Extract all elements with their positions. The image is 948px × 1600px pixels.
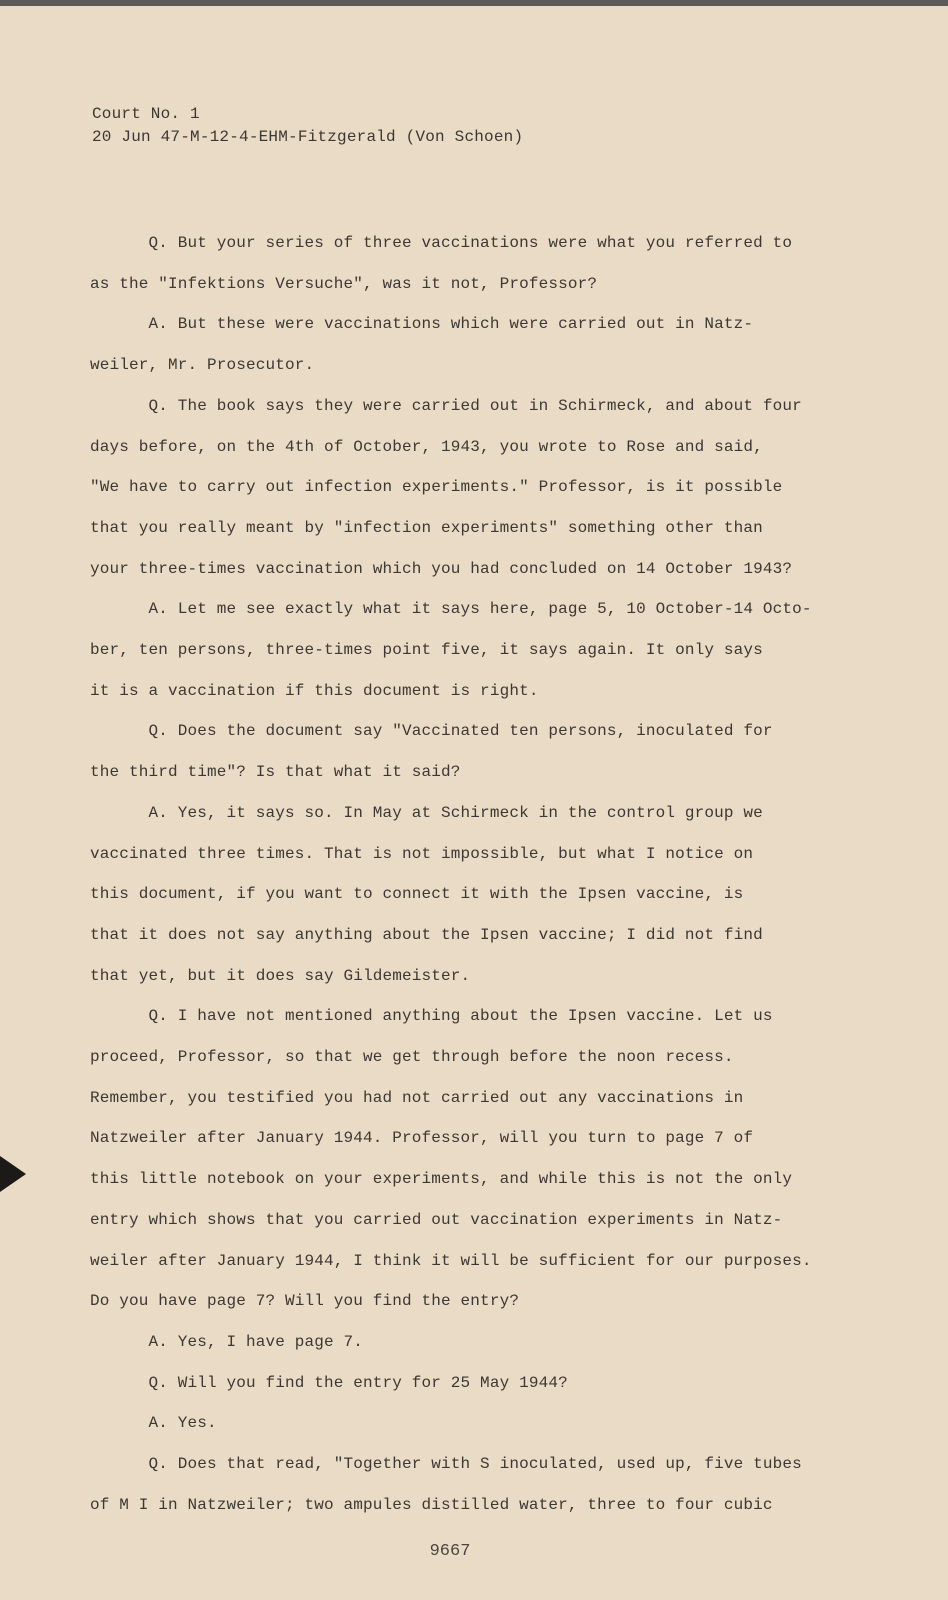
- page-number: 9667: [429, 1542, 471, 1561]
- text-line: as the "Infektions Versuche", was it not, Professor?: [90, 274, 598, 293]
- text-line: proceed, Professor, so that we get through before the noon recess.: [90, 1048, 734, 1067]
- text-line: Q. But your series of three vaccinations were what you referred to: [90, 234, 793, 252]
- text-line: Q. The book says they were carried out in Schirmeck, and about four: [90, 396, 802, 415]
- text-line: your three-times vaccination which you had concluded on 14 October 1943?: [90, 559, 793, 578]
- text-line: A. Yes, it says so. In May at Schirmeck in the control group we: [90, 803, 763, 822]
- court-line: Court No. 1: [92, 105, 200, 123]
- transcript-body: [90, 223, 850, 1526]
- text-line: days before, on the 4th of October, 1943, you wrote to Rose and said,: [90, 437, 763, 456]
- text-line: this little notebook on your experiments, and while this is not the only: [90, 1170, 793, 1189]
- binding-tab-mark: [0, 1156, 26, 1192]
- document-header: [92, 103, 523, 149]
- scan-edge: [0, 0, 948, 6]
- text-line: that yet, but it does say Gildemeister.: [90, 966, 471, 985]
- text-line: Q. Will you find the entry for 25 May 1944?: [90, 1373, 568, 1392]
- text-line: Remember, you testified you had not carried out any vaccinations in: [90, 1088, 744, 1107]
- reference-line: 20 Jun 47-M-12-4-EHM-Fitzgerald (Von Schoen): [92, 128, 524, 146]
- text-line: A. Let me see exactly what it says here, page 5, 10 October-14 Octo-: [90, 600, 812, 619]
- text-line: A. Yes, I have page 7.: [90, 1332, 364, 1351]
- text-line: that you really meant by "infection experiments" something other than: [90, 518, 763, 537]
- text-line: that it does not say anything about the Ipsen vaccine; I did not find: [90, 925, 763, 944]
- text-line: Q. Does the document say "Vaccinated ten persons, inoculated for: [90, 722, 773, 741]
- text-line: A. Yes.: [90, 1414, 217, 1433]
- text-line: the third time"? Is that what it said?: [90, 763, 461, 782]
- text-line: of M I in Natzweiler; two ampules distilled water, three to four cubic: [90, 1495, 773, 1514]
- text-line: vaccinated three times. That is not impossible, but what I notice on: [90, 844, 754, 863]
- text-line: Q. Does that read, "Together with S inoculated, used up, five tubes: [90, 1455, 802, 1474]
- text-line: it is a vaccination if this document is right.: [90, 681, 539, 700]
- text-line: this document, if you want to connect it with the Ipsen vaccine, is: [90, 885, 744, 904]
- text-line: Natzweiler after January 1944. Professor, will you turn to page 7 of: [90, 1129, 754, 1148]
- text-line: "We have to carry out infection experiments." Professor, is it possible: [90, 478, 783, 497]
- text-line: Q. I have not mentioned anything about the Ipsen vaccine. Let us: [90, 1007, 773, 1026]
- text-line: entry which shows that you carried out vaccination experiments in Natz-: [90, 1210, 783, 1229]
- text-line: A. But these were vaccinations which were carried out in Natz-: [90, 315, 754, 334]
- text-line: Do you have page 7? Will you find the entry?: [90, 1292, 520, 1311]
- text-line: weiler after January 1944, I think it will be sufficient for our purposes.: [90, 1251, 812, 1270]
- text-line: weiler, Mr. Prosecutor.: [90, 356, 315, 375]
- text-line: ber, ten persons, three-times point five, it says again. It only says: [90, 641, 763, 660]
